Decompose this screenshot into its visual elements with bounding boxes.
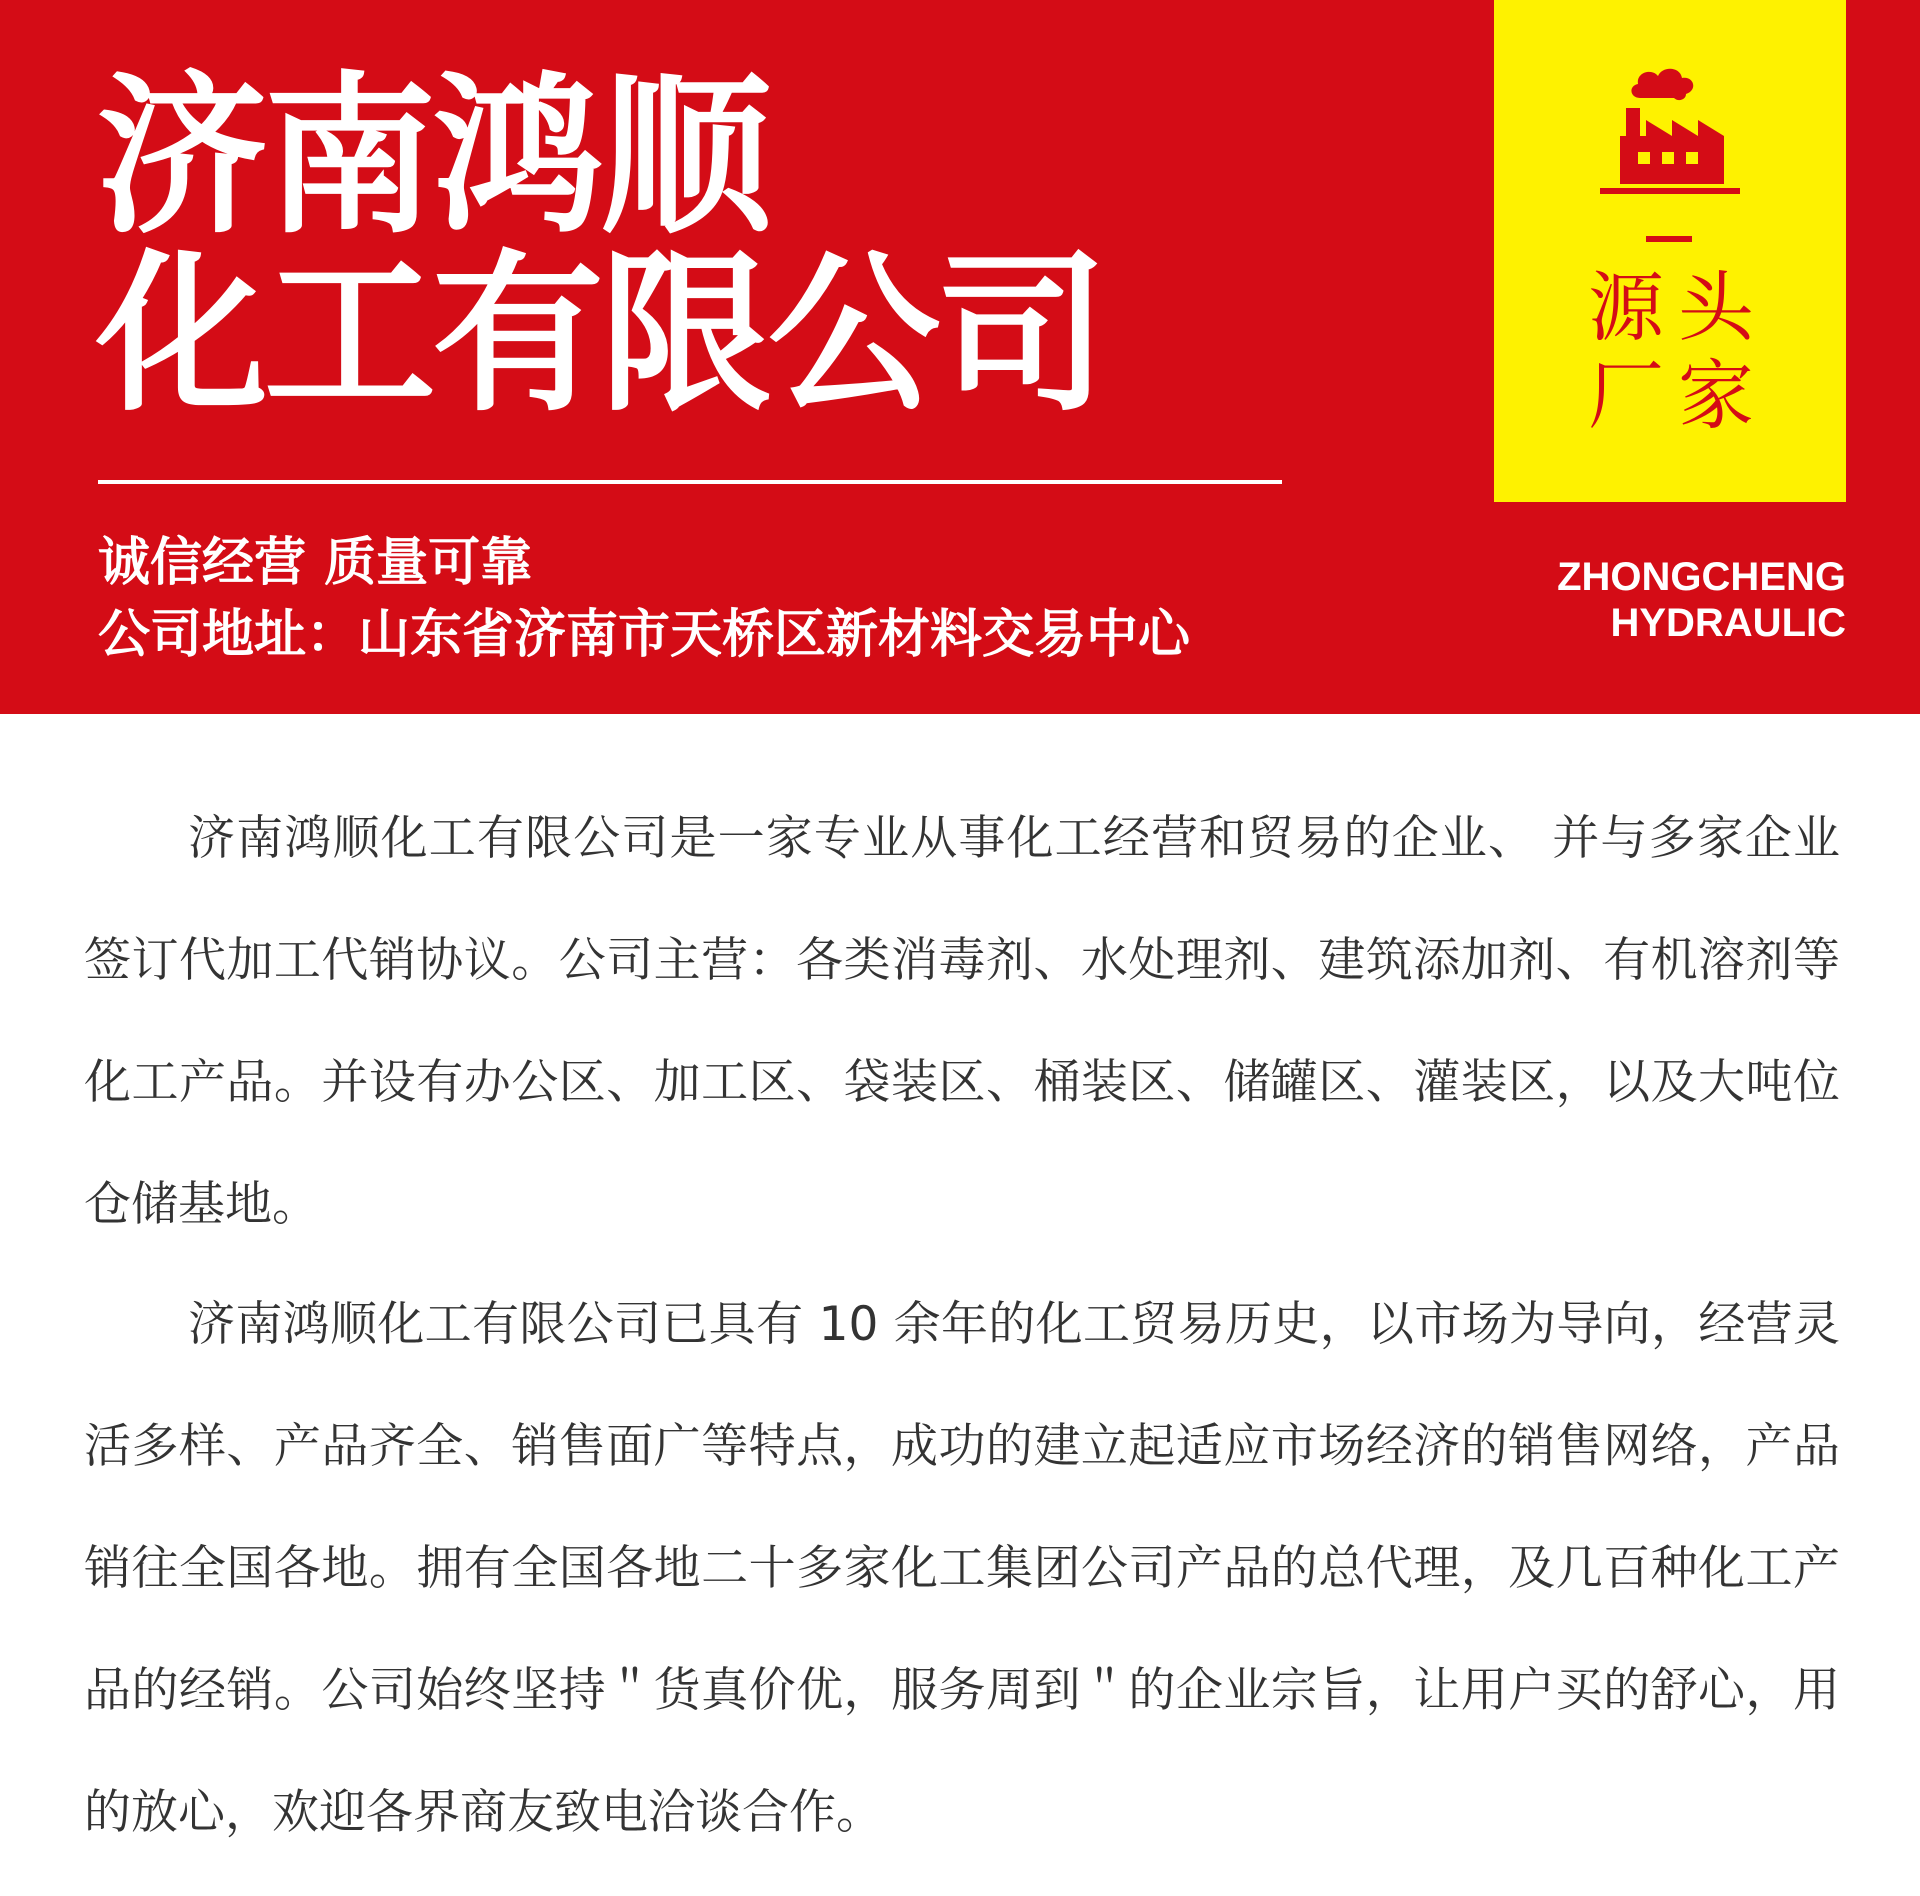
badge-char: 厂 — [1588, 351, 1664, 440]
company-introduction — [84, 778, 1840, 1872]
brand-name-line-1: ZHONGCHENG — [1557, 555, 1846, 599]
intro-paragraph-2: 济南鸿顺化工有限公司已具有 10 余年的化工贸易历史，以市场为导向，经营灵活多样、产品齐全、销售面广等特点，成功的建立起适应市场经济的销售网络，产品销往全国各地。拥有全国各地二十多家化工集团公司产品的总代理，及几百种化工产品的经销。公司始终坚持＂货真价优，服务周到＂的企业宗旨，让用户买的舒心，用的放心，欢迎各界商友致电洽谈合作。 — [84, 1297, 1840, 1840]
badge-dash — [1646, 236, 1692, 242]
title-divider — [98, 480, 1282, 484]
badge-char: 源 — [1588, 263, 1664, 352]
intro-paragraph-1: 济南鸿顺化工有限公司是一家专业从事化工经营和贸易的企业、 并与多家企业签订代加工代销协议。公司主营：各类消毒剂、水处理剂、建筑添加剂、有机溶剂等化工产品。并设有办公区、加工区、袋装区、桶装区、储罐区、灌装区，以及大吨位仓储基地。 — [84, 811, 1840, 1232]
badge-char: 头 — [1678, 263, 1754, 352]
slogan-text: 诚信经营 质量可靠 — [98, 533, 533, 593]
company-title-line-1: 济南鸿顺 — [96, 56, 768, 257]
company-address: 公司地址：山东省济南市天桥区新材料交易中心 — [98, 605, 1191, 665]
company-title-line-2: 化工有限公司 — [96, 234, 1104, 435]
badge-char: 家 — [1678, 351, 1754, 440]
company-title — [96, 56, 1104, 435]
header-banner — [0, 0, 1920, 714]
source-factory-badge — [1494, 0, 1846, 502]
factory-icon — [1600, 58, 1740, 194]
brand-name-line-2: HYDRAULIC — [1610, 601, 1846, 645]
